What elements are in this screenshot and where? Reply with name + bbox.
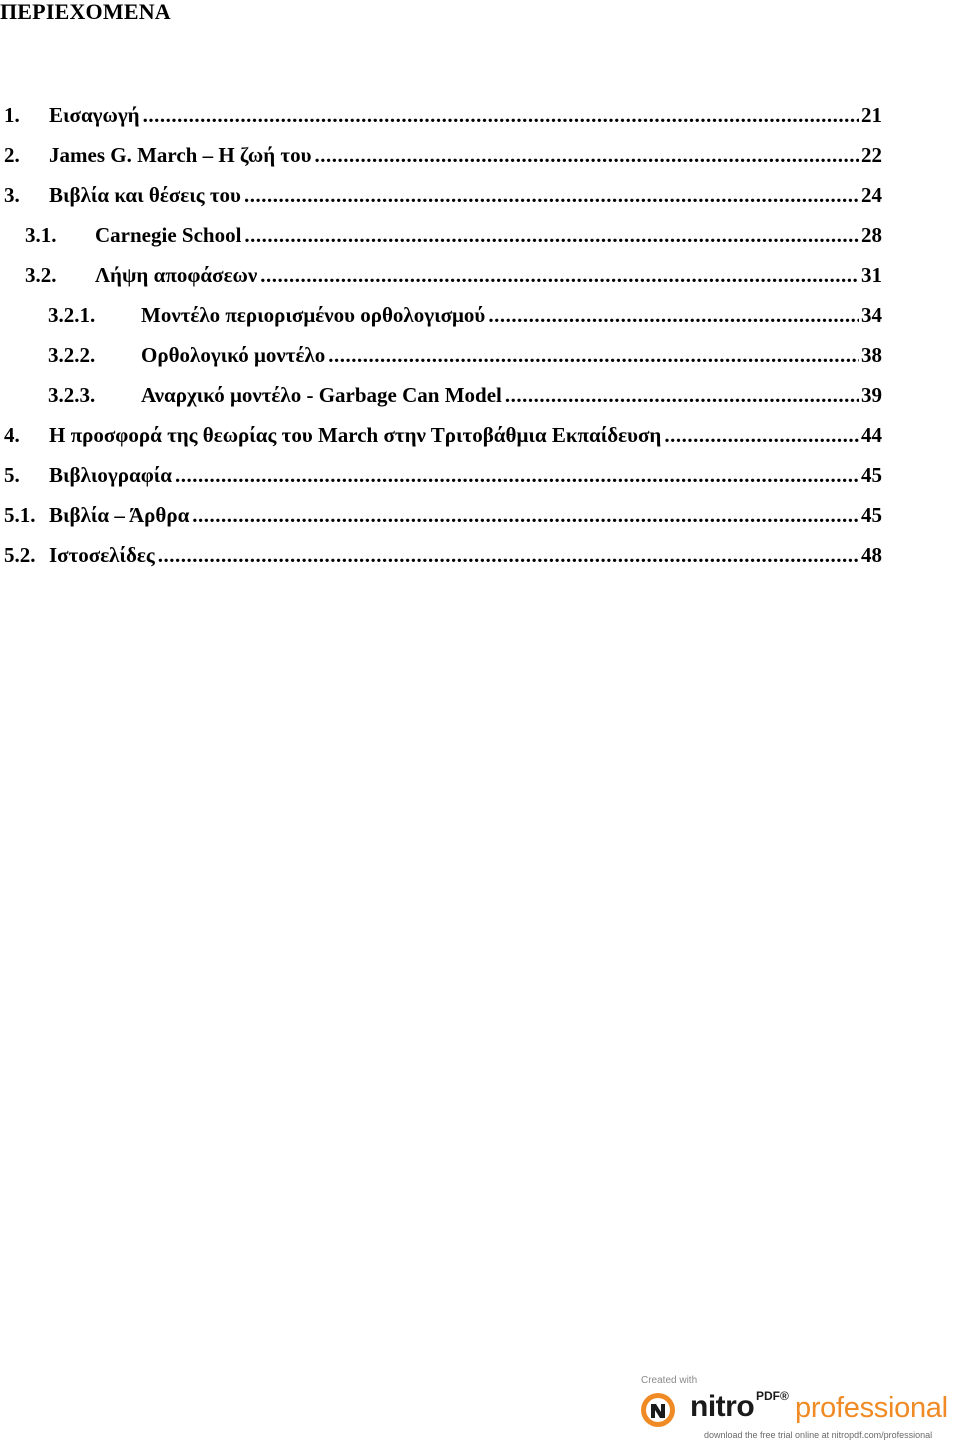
page-title: ΠΕΡΙΕΧΟΜΕΝΑ bbox=[0, 0, 171, 24]
toc-entry-page: 34 bbox=[861, 303, 882, 327]
toc-entry[interactable] bbox=[25, 255, 882, 295]
toc-entry-number: 5. bbox=[4, 463, 20, 487]
toc-entry-number: 3.2.3. bbox=[48, 383, 96, 407]
toc-entry[interactable] bbox=[4, 495, 882, 535]
toc-entry[interactable] bbox=[48, 295, 882, 335]
toc-entry-title: Βιβλία και θέσεις του bbox=[49, 183, 241, 207]
dot-leader bbox=[488, 295, 859, 335]
toc-entry-number: 1. bbox=[4, 103, 20, 127]
dot-leader bbox=[244, 215, 859, 255]
toc-entry[interactable] bbox=[25, 215, 882, 255]
toc-entry-number: 3. bbox=[4, 183, 20, 207]
toc-entry-number: 3.2.2. bbox=[48, 343, 96, 367]
toc-entry-number: 3.1. bbox=[25, 223, 57, 247]
watermark-created-with: Created with bbox=[641, 1375, 698, 1386]
toc-entry-number: 4. bbox=[4, 423, 20, 447]
toc-entry-title: Βιβλία – Άρθρα bbox=[49, 503, 190, 527]
toc-entry-title: Ορθολογικό μοντέλο bbox=[141, 343, 326, 367]
toc-entry-page: 48 bbox=[861, 543, 882, 567]
toc-entry-title: Λήψη αποφάσεων bbox=[95, 263, 258, 287]
toc-entry-title: Ιστοσελίδες bbox=[49, 543, 155, 567]
dot-leader bbox=[158, 535, 859, 575]
watermark-product: professional bbox=[795, 1392, 948, 1424]
dot-leader bbox=[143, 95, 859, 135]
toc-entry-title: Μοντέλο περιορισμένου ορθολογισμού bbox=[141, 303, 486, 327]
watermark-brand: nitro bbox=[690, 1390, 755, 1423]
toc-entry-title: Η προσφορά της θεωρίας του March στην Τριτοβάθμια Εκπαίδευση bbox=[49, 423, 662, 447]
toc-entry-number: 5.1. bbox=[4, 503, 36, 527]
toc-entry-page: 21 bbox=[861, 103, 882, 127]
toc-entry-page: 44 bbox=[861, 423, 882, 447]
dot-leader bbox=[664, 415, 859, 455]
toc-entry-title: Carnegie School bbox=[95, 223, 242, 247]
dot-leader bbox=[175, 455, 859, 495]
toc-entry-page: 45 bbox=[861, 463, 882, 487]
toc-entry-page: 28 bbox=[861, 223, 882, 247]
toc-entry-number: 3.2. bbox=[25, 263, 57, 287]
dot-leader bbox=[192, 495, 859, 535]
toc-entry-page: 31 bbox=[861, 263, 882, 287]
dot-leader bbox=[328, 335, 859, 375]
dot-leader bbox=[505, 375, 859, 415]
toc-entry[interactable] bbox=[48, 335, 882, 375]
toc-entry-number: 3.2.1. bbox=[48, 303, 96, 327]
toc-entry[interactable] bbox=[4, 135, 882, 175]
toc-entry-title: Εισαγωγή bbox=[49, 103, 140, 127]
toc-entry-page: 22 bbox=[861, 143, 882, 167]
watermark-brand-sup: PDF® bbox=[756, 1389, 789, 1403]
toc-entry-title: James G. March – Η ζωή του bbox=[49, 143, 312, 167]
dot-leader bbox=[244, 175, 859, 215]
toc-entry[interactable] bbox=[4, 455, 882, 495]
toc-entry-title: Βιβλιογραφία bbox=[49, 463, 173, 487]
nitro-logo-icon bbox=[640, 1392, 676, 1428]
toc-entry-page: 38 bbox=[861, 343, 882, 367]
toc-entry[interactable] bbox=[4, 95, 882, 135]
toc-entry[interactable] bbox=[48, 375, 882, 415]
toc-entry-page: 45 bbox=[861, 503, 882, 527]
watermark-download-text: download the free trial online at nitropdf.com/professional bbox=[704, 1430, 933, 1440]
dot-leader bbox=[260, 255, 859, 295]
toc-entry[interactable] bbox=[4, 415, 882, 455]
nitro-watermark bbox=[638, 1372, 956, 1442]
toc-entry-page: 24 bbox=[861, 183, 882, 207]
toc-entry-number: 2. bbox=[4, 143, 20, 167]
toc-entry[interactable] bbox=[4, 535, 882, 575]
toc-entry-page: 39 bbox=[861, 383, 882, 407]
toc-entry-title: Αναρχικό μοντέλο - Garbage Can Model bbox=[141, 383, 502, 407]
toc-entry-number: 5.2. bbox=[4, 543, 36, 567]
toc-entry[interactable] bbox=[4, 175, 882, 215]
dot-leader bbox=[314, 135, 859, 175]
